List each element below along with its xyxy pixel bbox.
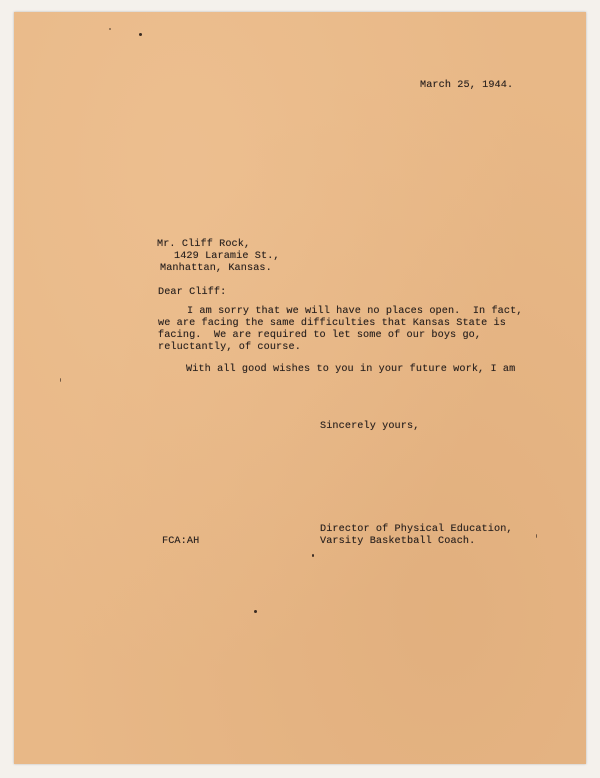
signature-title: Director of Physical Education, — [320, 524, 513, 535]
recipient-name: Mr. Cliff Rock, — [157, 239, 251, 250]
recipient-street: 1429 Laramie St., — [174, 251, 280, 262]
letter-page — [14, 12, 586, 764]
recipient-city: Manhattan, Kansas. — [160, 263, 272, 274]
paper-speck — [312, 554, 314, 557]
signature-title: Varsity Basketball Coach. — [320, 536, 476, 547]
body-line: reluctantly, of course. — [158, 342, 301, 353]
paper-speck — [139, 33, 142, 36]
body-line: With all good wishes to you in your future work, I am — [186, 364, 516, 375]
letter-date: March 25, 1944. — [420, 80, 514, 91]
body-line: I am sorry that we will have no places open. In fact, — [187, 306, 523, 317]
body-line: facing. We are required to let some of our boys go, — [158, 330, 482, 341]
paper-speck — [109, 28, 111, 30]
closing: Sincerely yours, — [320, 421, 420, 432]
paper-speck — [254, 610, 257, 613]
paper-speck — [60, 378, 61, 382]
typist-initials: FCA:AH — [162, 536, 200, 547]
body-line: we are facing the same difficulties that Kansas State is — [158, 318, 506, 329]
salutation: Dear Cliff: — [158, 287, 227, 298]
paper-speck — [536, 534, 537, 538]
